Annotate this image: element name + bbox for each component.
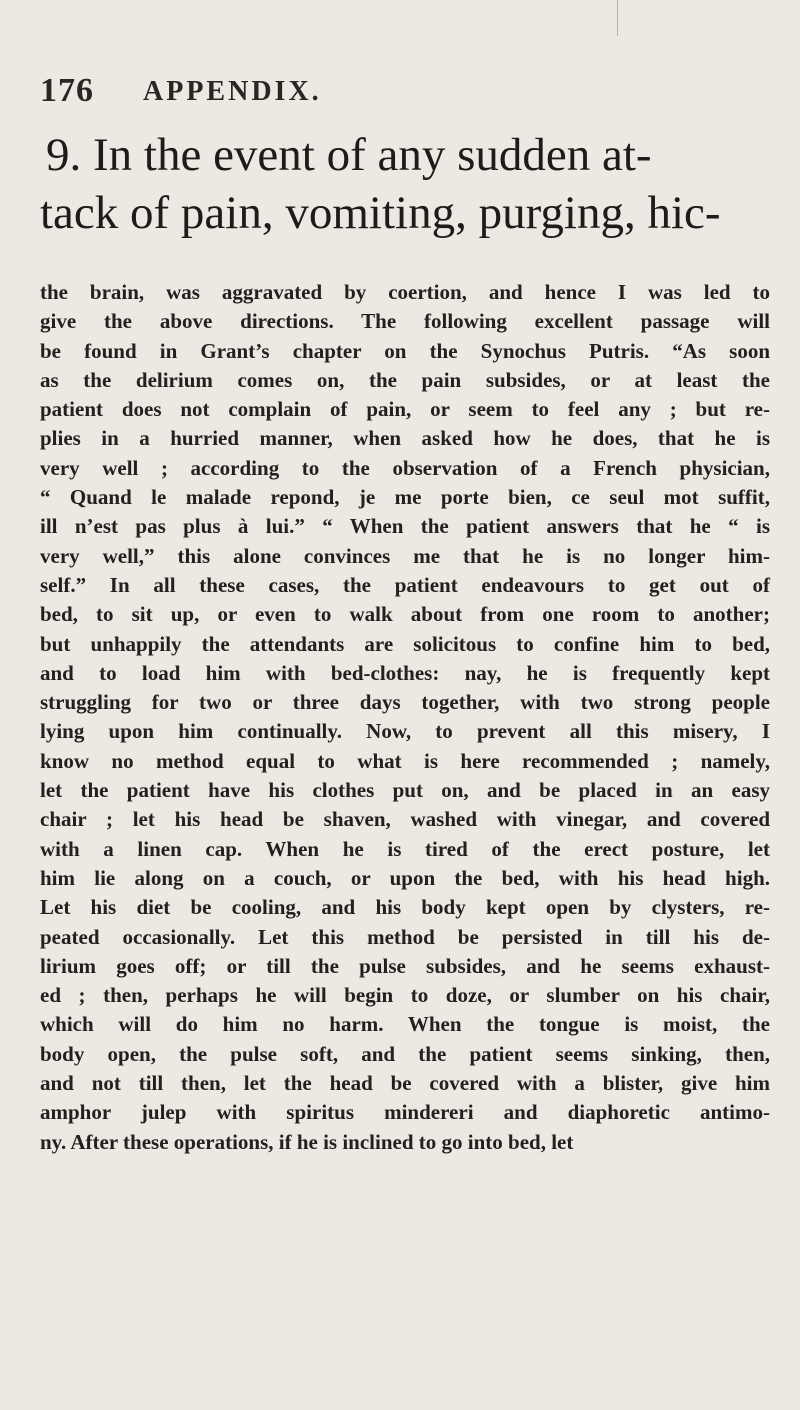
body-line: ill n’est pas plus à lui.” “ When the patient answers that he “ is (40, 514, 770, 539)
body-line: which will do him no harm. When the tongue is moist, the (40, 1012, 770, 1037)
body-line: him lie along on a couch, or upon the bed, with his head high. (40, 865, 770, 890)
body-line: let the patient have his clothes put on, and be placed in an easy (40, 778, 770, 803)
page-number: 176 (40, 72, 94, 109)
body-line: and to load him with bed-clothes: nay, he is frequently kept (40, 660, 770, 685)
body-line: as the delirium comes on, the pain subsides, or at least the (40, 367, 770, 392)
body-line: but unhappily the attendants are solicitous to confine him to bed, (40, 631, 770, 656)
body-line: with a linen cap. When he is tired of the erect posture, let (40, 836, 770, 861)
body-text (40, 278, 770, 1157)
body-line: struggling for two or three days together, with two strong people (40, 690, 770, 715)
body-line: be found in Grant’s chapter on the Synochus Putris. “As soon (40, 338, 770, 363)
body-line: amphor julep with spiritus mindereri and diaphoretic antimo- (40, 1100, 770, 1125)
body-line: and not till then, let the head be covered with a blister, give him (40, 1071, 770, 1096)
body-line: ny. After these operations, if he is inclined to go into bed, let (40, 1129, 574, 1154)
body-line: patient does not complain of pain, or seem to feel any ; but re- (40, 397, 770, 422)
body-line: peated occasionally. Let this method be persisted in till his de- (40, 924, 770, 949)
body-line: chair ; let his head be shaven, washed with vinegar, and covered (40, 807, 770, 832)
body-line: very well,” this alone convinces me that he is no longer him- (40, 543, 770, 568)
body-line: “ Quand le malade repond, je me porte bien, ce seul mot suffit, (40, 485, 770, 510)
body-line: the brain, was aggravated by coertion, and hence I was led to (40, 280, 770, 304)
body-line: very well ; according to the observation of a French physician, (40, 455, 770, 480)
body-line: bed, to sit up, or even to walk about from one room to another; (40, 602, 770, 627)
body-line: ed ; then, perhaps he will begin to doze, or slumber on his chair, (40, 983, 770, 1008)
body-line: body open, the pulse soft, and the patient seems sinking, then, (40, 1041, 770, 1066)
body-line: Let his diet be cooling, and his body kept open by clysters, re- (40, 895, 770, 920)
paragraph-line: 9. In the event of any sudden at- (46, 129, 652, 181)
numbered-paragraph-9 (40, 126, 770, 242)
body-line: lirium goes off; or till the pulse subsides, and he seems exhaust- (40, 953, 770, 978)
body-line: self.” In all these cases, the patient endeavours to get out of (40, 572, 770, 597)
running-head (40, 72, 500, 112)
paragraph-line: tack of pain, vomiting, purging, hic- (40, 187, 721, 239)
body-line: give the above directions. The following excellent passage will (40, 309, 770, 334)
running-title: APPENDIX. (143, 76, 322, 107)
body-line: lying upon him continually. Now, to prevent all this misery, I (40, 719, 770, 744)
body-line: know no method equal to what is here recommended ; namely, (40, 748, 770, 773)
page-edge-mark (617, 0, 618, 36)
body-line: plies in a hurried manner, when asked how he does, that he is (40, 426, 770, 451)
